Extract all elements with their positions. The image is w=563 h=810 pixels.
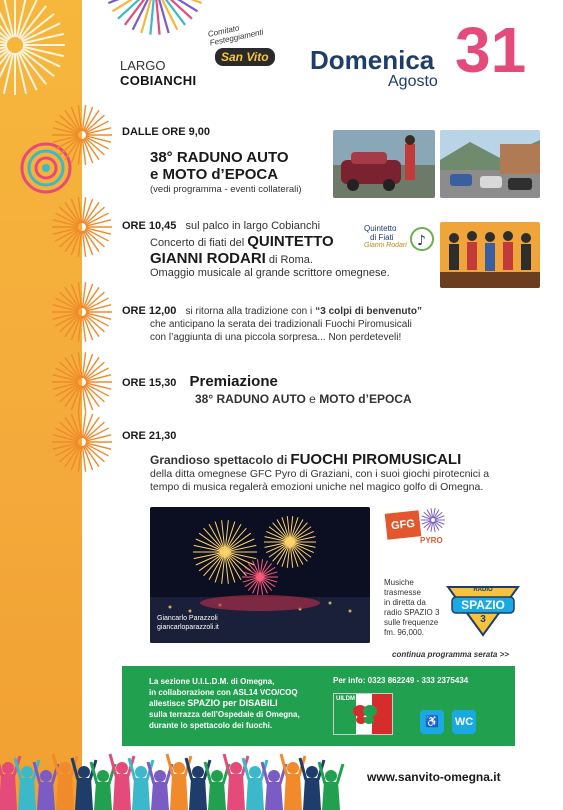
event-subtitle: MOTO d’EPOCA xyxy=(319,392,412,406)
event-title: GIANNI RODARI xyxy=(150,250,266,267)
radio-spazio-logo xyxy=(446,583,520,637)
event-highlight: “3 colpi di benvenuto” xyxy=(315,306,422,317)
event-time: ORE 12,00 xyxy=(122,305,177,317)
gfc-pyro-logo xyxy=(386,506,446,550)
website-link[interactable]: www.sanvito-omegna.it xyxy=(367,770,501,784)
event-text: Concerto di fiati del xyxy=(150,237,245,249)
photo-credit-site: giancarloparazzoli.it xyxy=(157,624,219,631)
event-intro: sul palco in largo Cobianchi xyxy=(185,220,321,232)
firework-burst-icon xyxy=(0,0,70,110)
day-name: Domenica xyxy=(310,45,435,75)
disabled-area-text xyxy=(149,676,329,731)
quintet-photo xyxy=(440,222,540,288)
firework-icon xyxy=(50,103,114,167)
logo-wordmark: San Vito xyxy=(215,48,275,66)
disabled-line: La sezione U.I.L.D.M. di Omegna, xyxy=(149,677,275,686)
svg-text:♪: ♪ xyxy=(417,233,426,249)
event-text: della ditta omegnese GFC Pyro di Graziani, con i suoi giochi pirotecnici a xyxy=(150,468,490,480)
photo-credit-name: Giancarlo Parazzoli xyxy=(157,615,218,622)
event-title: Premiazione xyxy=(189,373,278,390)
quintetto-logo-line3: Gianni Rodari xyxy=(364,242,407,249)
event-awards xyxy=(122,373,482,406)
event-text: di Roma. xyxy=(268,254,313,266)
wheelchair-icon: ♿ xyxy=(420,710,444,734)
gfc-logo-sub: PYRO xyxy=(420,536,443,545)
event-subtitle: e xyxy=(309,392,316,406)
firework-icon xyxy=(50,410,114,474)
event-text: si ritorna alla tradizione con i xyxy=(185,306,313,317)
radio-line: radio SPAZIO 3 xyxy=(384,608,440,617)
info-phone: Per info: 0323 862249 - 333 2375434 xyxy=(333,676,469,685)
event-title: e MOTO d’EPOCA xyxy=(150,166,279,183)
radio-info xyxy=(384,578,439,638)
event-time: DALLE ORE 9,00 xyxy=(122,126,211,138)
event-text: Omaggio musicale al grande scrittore omegnese. xyxy=(150,267,390,279)
month: Agosto xyxy=(388,73,438,90)
event-welcome-shots xyxy=(122,305,502,344)
location-line1: LARGO xyxy=(120,58,166,73)
quintetto-logo-line1: Quintetto xyxy=(364,224,397,233)
event-subtitle: 38° RADUNO AUTO xyxy=(195,392,306,406)
event-time: ORE 21,30 xyxy=(122,430,177,442)
event-note: (vedi programma - eventi collaterali) xyxy=(150,184,302,195)
event-text: con l’aggiunta di una piccola sorpresa... Non perdeteveli! xyxy=(150,332,402,343)
disabled-line: in collaborazione con ASL14 VCO/COQ xyxy=(149,688,298,697)
radio-line: in diretta da xyxy=(384,598,426,607)
firework-icon xyxy=(50,195,114,259)
event-time: ORE 10,45 xyxy=(122,220,177,232)
sparkle-icon xyxy=(420,506,446,534)
gfc-logo-mark: GFG xyxy=(385,510,422,539)
event-car-rally xyxy=(122,126,332,196)
san-vito-logo xyxy=(207,23,281,74)
firework-icon xyxy=(50,280,114,344)
event-title: Grandioso spettacolo di xyxy=(150,453,288,467)
radio-logo-number: 3 xyxy=(480,614,486,625)
firework-icon xyxy=(50,350,114,414)
quintetto-logo-line2: di Fiati xyxy=(370,233,394,242)
location-label xyxy=(120,58,196,88)
lakeside-cars-photo xyxy=(440,130,540,198)
disabled-highlight: SPAZIO per DISABILI xyxy=(187,698,278,708)
event-fireworks xyxy=(122,430,522,494)
music-note-icon xyxy=(410,224,434,254)
radio-line: sulle frequenze xyxy=(384,618,439,627)
event-title: 38° RADUNO AUTO xyxy=(150,149,289,166)
disabled-line: durante lo spettacolo dei fuochi. xyxy=(149,721,273,730)
butterfly-icon xyxy=(352,702,378,726)
disabled-line: sulla terrazza dell’Ospedale di Omegna, xyxy=(149,710,300,719)
event-text: tempo di musica regalerà emozioni uniche nel magico golfo di Omegna. xyxy=(150,481,484,493)
photo-credit xyxy=(157,614,219,632)
event-text: che anticipano la serata dei tradizionali Fuochi Piromusicali xyxy=(150,319,412,330)
logo-caption: Comitato Festeggiamenti xyxy=(207,23,265,48)
radio-line: fm. 96,000. xyxy=(384,628,425,637)
event-title: QUINTETTO xyxy=(247,233,334,250)
event-time: ORE 15,30 xyxy=(122,377,177,389)
radio-line: Musiche xyxy=(384,578,414,587)
radio-logo-top: RADIO xyxy=(473,587,493,593)
continue-program-link[interactable]: continua programma serata >> xyxy=(392,650,509,659)
day-number: 31 xyxy=(455,14,527,86)
uildm-logo xyxy=(333,693,393,735)
radio-logo-main: SPAZIO xyxy=(461,598,505,612)
disabled-line: allestisce xyxy=(149,699,186,708)
top-firework-icon xyxy=(100,0,210,40)
radio-line: trasmesse xyxy=(384,588,421,597)
vintage-car-photo xyxy=(333,130,435,198)
wc-icon: WC xyxy=(452,710,476,734)
event-title: FUOCHI PIROMUSICALI xyxy=(290,451,462,468)
quintetto-logo xyxy=(364,224,434,270)
uildm-label: UILDM xyxy=(336,696,355,702)
crowd-silhouette xyxy=(0,730,360,810)
location-line2: COBIANCHI xyxy=(120,73,197,88)
